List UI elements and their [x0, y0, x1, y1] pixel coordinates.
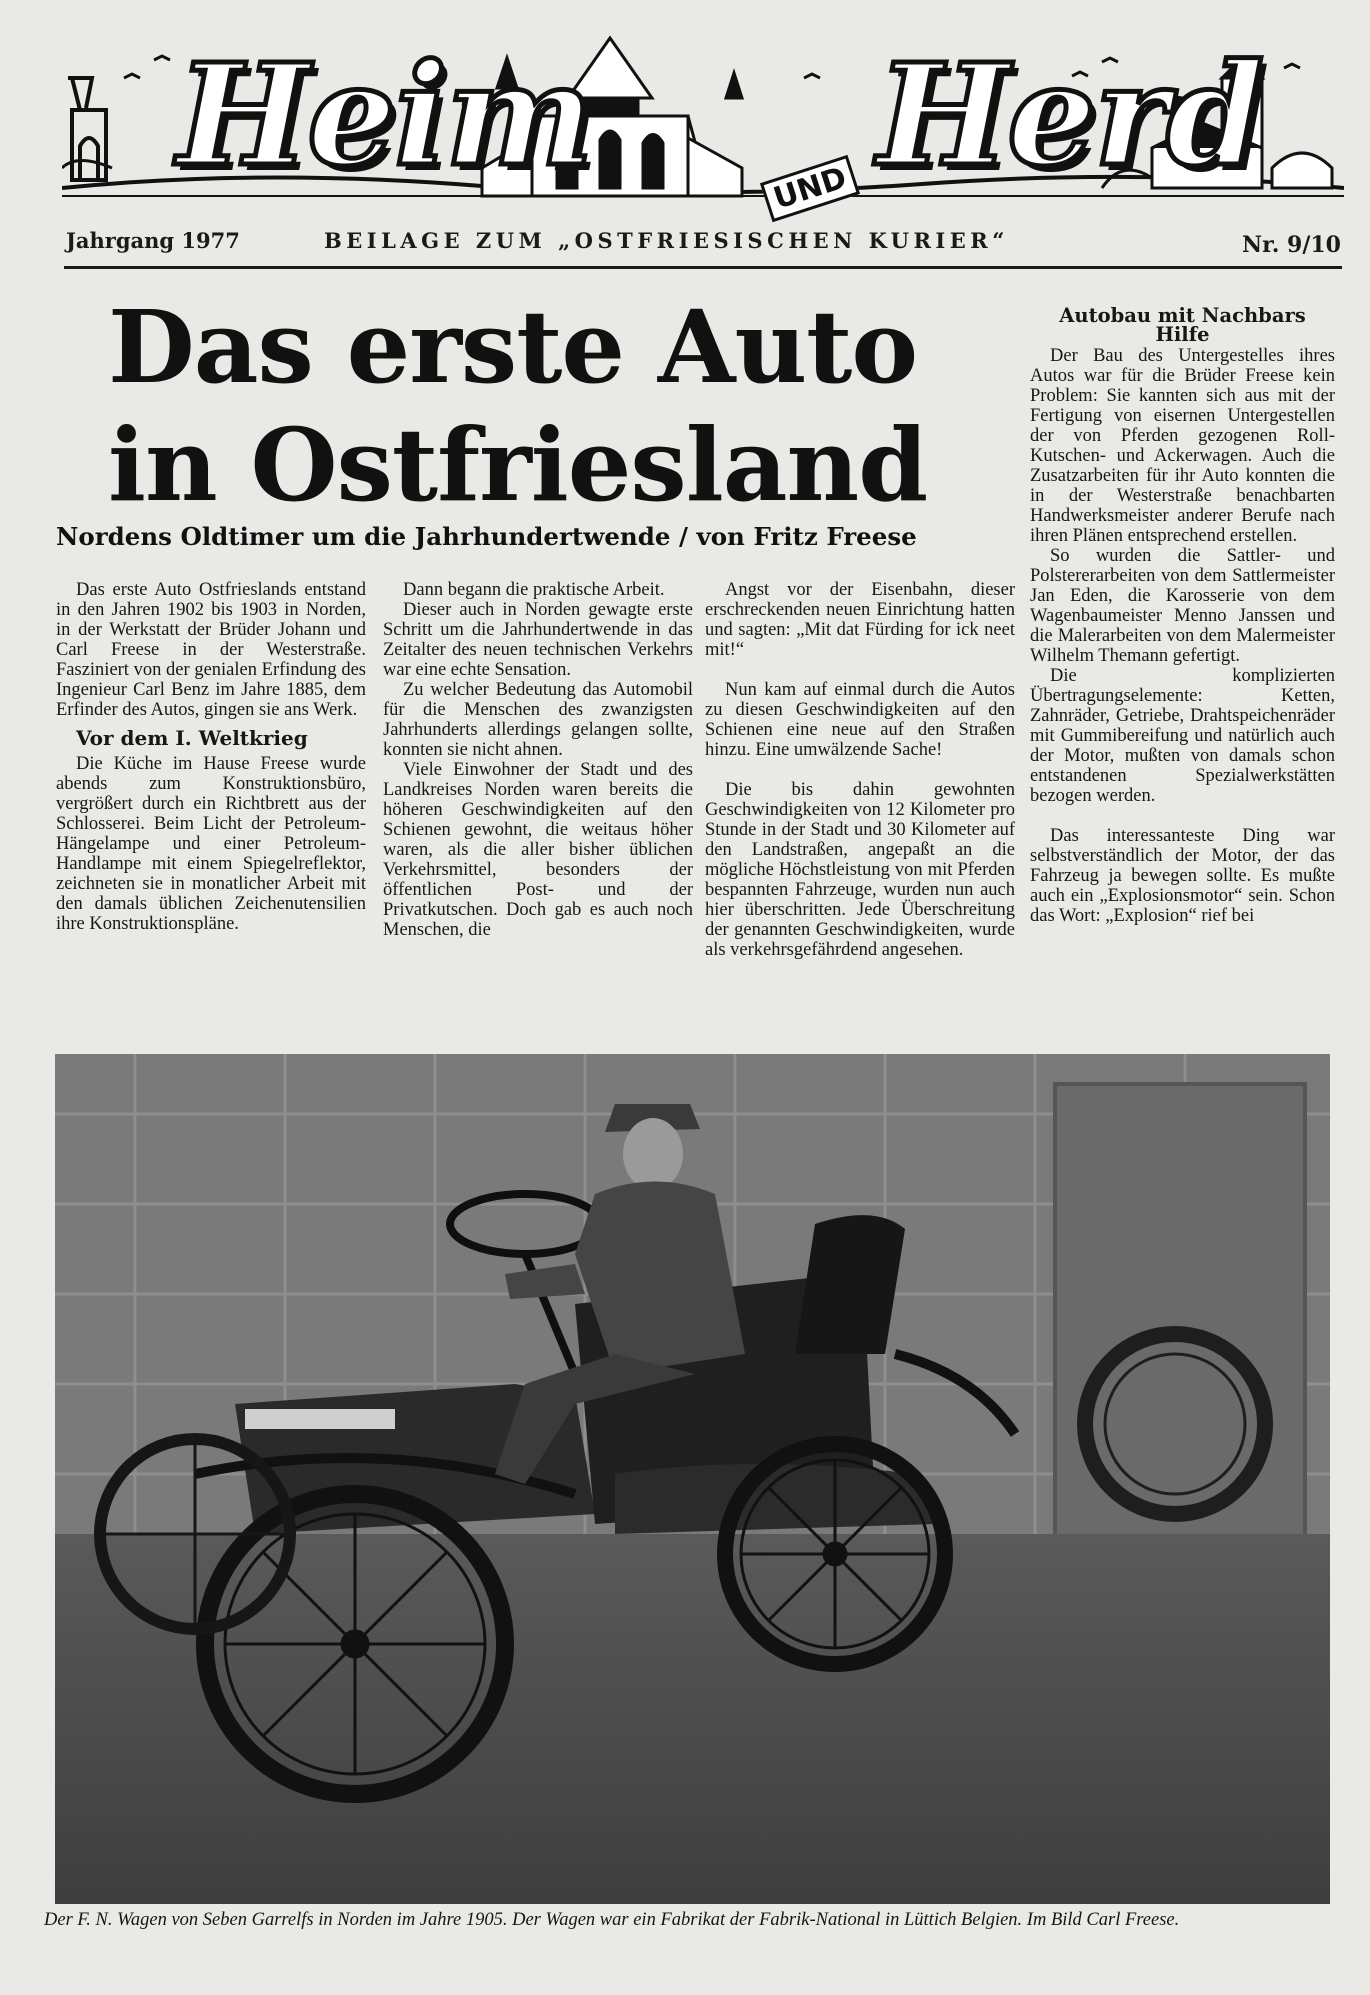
mine-tower-icon — [62, 78, 112, 180]
paragraph: Der Bau des Untergestelles ihres Autos war für die Brüder Freese kein Problem: Sie kannten sich aus mit der Fertigung von eisernen Untergestellen der von Pferden gezogenen Roll-Kutschen- und Ackerwagen. Auch die Zusatzarbeiten für ihr Auto konnten die in der Westerstraße benachbarten Handwerksmeister anderer Berufe nach ihren Plänen entsprechend erstellen. — [1030, 346, 1335, 546]
section-heading: Vor dem I. Weltkrieg — [76, 726, 308, 750]
masthead — [62, 18, 1344, 218]
photo-caption: Der F. N. Wagen von Seben Garrelfs in Norden im Jahre 1905. Der Wagen war ein Fabrikat der Fabrik-National in Lüttich Belgien. Im Bild Carl Freese. — [44, 1910, 1180, 1930]
front-wheel-icon — [205, 1494, 505, 1794]
far-wheel-icon — [100, 1439, 290, 1629]
year-label: Jahrgang 1977 — [66, 228, 240, 253]
paragraph: Angst vor der Eisenbahn, dieser erschreckenden neuen Einrichtung hatten und sagten: „Mit dat Fürding for ick neet mit!“ — [705, 580, 1015, 660]
vintage-car-photo — [55, 1054, 1330, 1904]
section-heading: Autobau mit Nachbars Hilfe — [1059, 304, 1306, 346]
paragraph: So wurden die Sattler- und Polstererarbeiten von dem Sattlermeister Jan Eden, die Karosserie von dem Wagenbaumeister Menno Janssen und die Malerarbeiten von dem Malermeister Wilhelm Themann gefertigt. — [1030, 546, 1335, 666]
masthead-rule — [64, 266, 1342, 269]
article-column-4 — [1030, 306, 1335, 926]
masthead-title-left: Heim — [177, 34, 592, 198]
paragraph: Die bis dahin gewohnten Geschwindigkeiten von 12 Kilometer pro Stunde in der Stadt und 30 Kilometer auf den Landstraßen, angepaßt an die mögliche Höchstleistung von mit Pferden bespannten Fahrzeuge, wurden nun auch hier überschritten. Jede Überschreitung der genannten Geschwindigkeiten, wurde als verkehrsgefährdend angesehen. — [705, 780, 1015, 960]
masthead-title-right: Herd — [877, 34, 1262, 198]
paragraph: Die komplizierten Übertragungselemente: Ketten, Zahnräder, Getriebe, Drahtspeichenräder mit Gummibereifung und natürlich auch der Motor, mußten von damals schon entstandenen Spezialwerkstätten bezogen werden. — [1030, 666, 1335, 806]
paragraph: Das erste Auto Ostfrieslands entstand in den Jahren 1902 bis 1903 in Norden, in der Werkstatt der Brüder Johann und Carl Freese in der Westerstraße. Fasziniert von der genialen Erfindung des Ingenieur Carl Benz im Jahre 1885, dem Erfinder des Autos, gingen sie ans Werk. — [56, 580, 366, 720]
masthead-infobar — [66, 228, 1341, 268]
issue-number: Nr. 9/10 — [1242, 232, 1341, 258]
headline-line-2: in Ostfriesland — [108, 406, 928, 524]
article-column-2 — [383, 580, 693, 940]
vintage-car-illustration — [55, 1054, 1330, 1904]
supplement-label: BEILAGE ZUM „OSTFRIESISCHEN KURIER“ — [324, 228, 1009, 253]
masthead-title-und: UND — [760, 155, 861, 223]
paragraph: Viele Einwohner der Stadt und des Landkreises Norden waren bereits die höheren Geschwindigkeiten auf den Schienen gewohnt, die weitaus höher waren, als die aller bisher üblichen Verkehrsmittel, besonders der öffentlichen Post- und der Privatkutschen. Doch gab es auch noch Menschen, die — [383, 760, 693, 940]
paragraph: Die Küche im Hause Freese wurde abends zum Konstruktionsbüro, vergrößert durch ein Richtbrett aus der Schlosserei. Beim Licht der Petroleum-Hängelampe und einer Petroleum-Handlampe mit einem Spiegelreflektor, zeichneten sie in monatlicher Arbeit mit den damals üblichen Zeichenutensilien ihre Konstruktionspläne. — [56, 754, 366, 934]
article-column-3 — [705, 580, 1015, 960]
paragraph: Dieser auch in Norden gewagte erste Schritt um die Jahrhundertwende in das Zeitalter des neuen technischen Verkehrs war eine echte Sensation. — [383, 600, 693, 680]
article-headline — [108, 288, 1008, 524]
article-subheadline: Nordens Oldtimer um die Jahrhundertwende / von Fritz Freese — [56, 522, 917, 551]
headline-line-1: Das erste Auto — [108, 288, 918, 406]
paragraph: Nun kam auf einmal durch die Autos zu diesen Geschwindigkeiten auf den Schienen eine neue auf den Straßen hinzu. Eine umwälzende Sache! — [705, 680, 1015, 760]
paragraph: Dann begann die praktische Arbeit. — [403, 580, 665, 600]
article-column-1 — [56, 580, 366, 934]
paragraph: Zu welcher Bedeutung das Automobil für die Menschen des zwanzigsten Jahrhunderts allerdings gelangen sollte, konnten sie nicht ahnen. — [383, 680, 693, 760]
paragraph: Das interessanteste Ding war selbstverständlich der Motor, der das Fahrzeug ja bewegen sollte. Es mußte auch ein „Explosionsmotor“ sein. Schon das Wort: „Explosion“ rief bei — [1030, 826, 1335, 926]
rear-wheel-icon — [725, 1444, 945, 1664]
